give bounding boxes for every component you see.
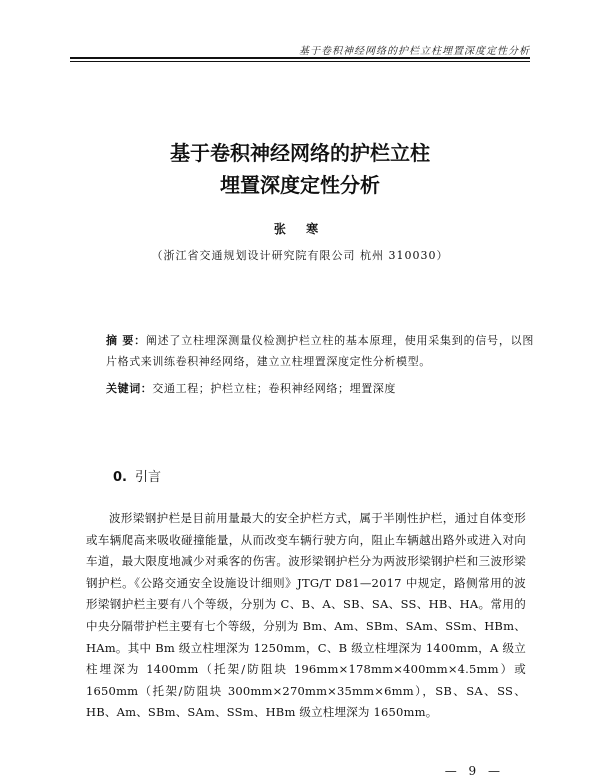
section-heading xyxy=(113,466,161,485)
header-rule xyxy=(70,57,530,59)
body-text xyxy=(86,508,526,724)
abstract-label: 摘 要： xyxy=(106,334,146,347)
header-rule-thin xyxy=(70,61,530,62)
author-affiliation: （浙江省交通规划设计研究院有限公司 杭州 310030） xyxy=(151,249,449,262)
abstract-block xyxy=(106,330,534,399)
section-number: 0. xyxy=(113,470,127,485)
body-paragraph: 波形梁钢护栏是目前用量最大的安全护栏方式，属于半刚性护栏，通过自体变形或车辆爬高来吸收碰撞能量，从而改变车辆行驶方向，阻止车辆越出路外或进入对向车道，最大限度地减少对乘客的伤害。波形梁钢护栏分为两波形梁钢护栏和三波形梁钢护栏。《公路交通安全设施设计细则》JTG/T D81—2017 中规定，路侧常用的波形梁钢护栏主要有八个等级，分别为 C、B、A、SB、SA、SS、HB、HA。常用的中央分隔带护栏主要有七个等级，分别为 Bm、Am、SBm、SAm、SSm、HBm、HAm。其中 Bm 级立柱埋深为 1250mm，C、B 级立柱埋深为 1400mm，A 级立柱埋深为 1400mm（托架/防阻块 196mm×178mm×400mm×4.5mm）或 1650mm（托架/防阻块 300mm×270mm×35mm×6mm），SB、SA、SS、HB、Am、SBm、SAm、SSm、HBm 级立柱埋深为 1650mm。 xyxy=(86,511,526,720)
author-name: 张 寒 xyxy=(273,222,327,236)
keywords xyxy=(106,378,534,399)
keywords-label: 关键词： xyxy=(106,382,153,395)
abstract xyxy=(106,330,534,372)
page-number: — 9 — xyxy=(444,764,504,778)
keywords-text: 交通工程；护栏立柱；卷积神经网络；埋置深度 xyxy=(152,382,397,395)
running-header: 基于卷积神经网络的护栏立柱埋置深度定性分析 xyxy=(299,46,530,57)
section-title: 引言 xyxy=(134,470,161,485)
abstract-text: 阐述了立柱埋深测量仪检测护栏立柱的基本原理，使用采集到的信号，以图片格式来训练卷积神经网络，建立立柱埋置深度定性分析模型。 xyxy=(106,334,534,368)
paper-title-line-2: 埋置深度定性分析 xyxy=(220,173,380,197)
paper-title-line-1: 基于卷积神经网络的护栏立柱 xyxy=(170,141,430,165)
